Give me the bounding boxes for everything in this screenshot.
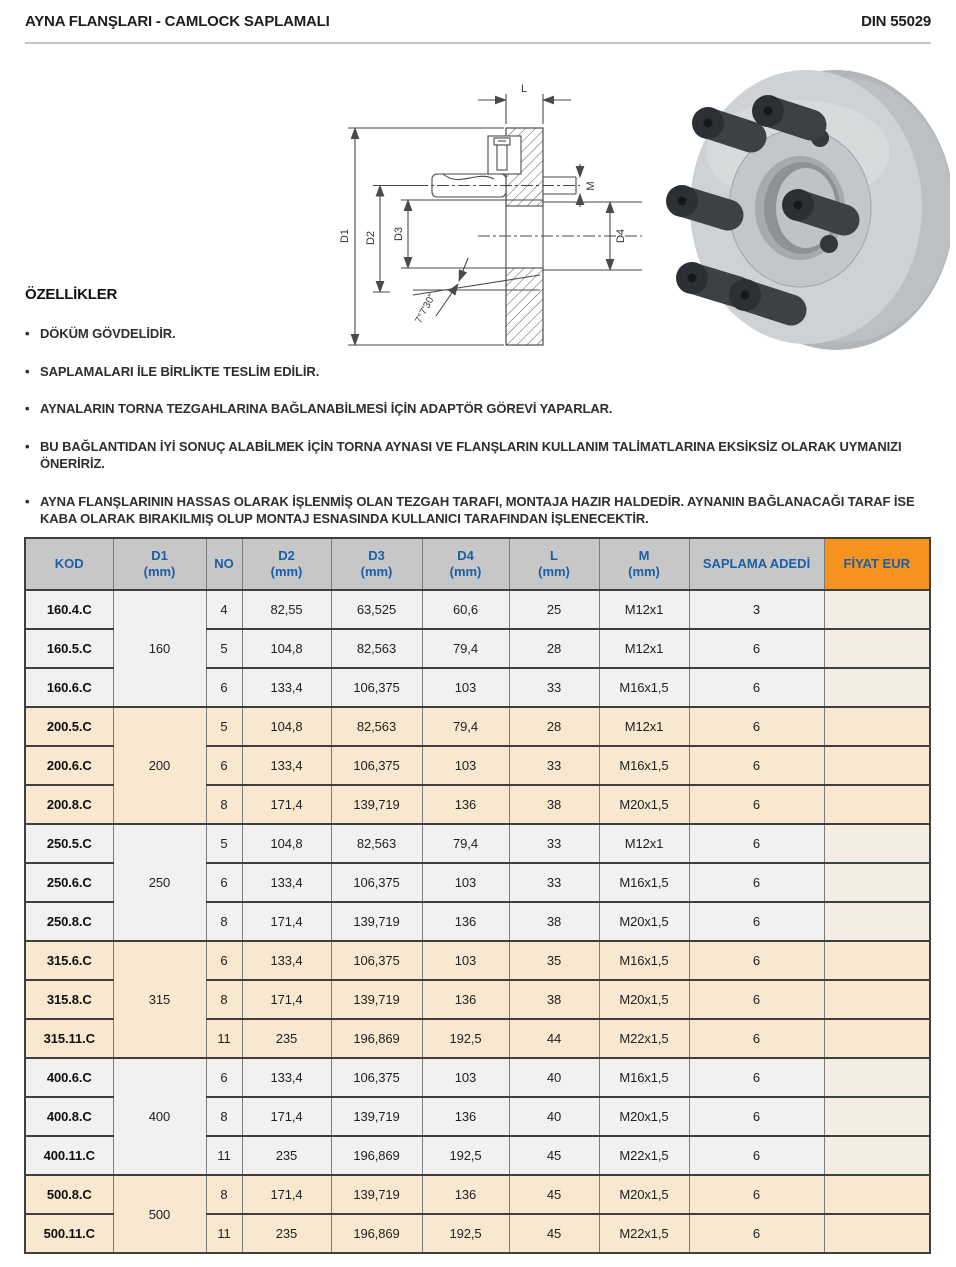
price-cell	[824, 1019, 930, 1058]
table-row	[25, 824, 930, 863]
value-cell: 33	[509, 863, 599, 902]
value-cell: 6	[689, 902, 824, 941]
value-cell: 133,4	[242, 863, 331, 902]
price-cell	[824, 941, 930, 980]
value-cell: 171,4	[242, 902, 331, 941]
value-cell: 6	[206, 941, 242, 980]
col-header-fi-yat-eur: FİYAT EUR	[824, 538, 930, 590]
value-cell: 6	[689, 785, 824, 824]
value-cell: 6	[689, 1136, 824, 1175]
price-cell	[824, 1214, 930, 1253]
value-cell: 8	[206, 1097, 242, 1136]
value-cell: 6	[689, 1175, 824, 1214]
value-cell: 139,719	[331, 785, 422, 824]
table-row	[25, 707, 930, 746]
value-cell: 6	[689, 980, 824, 1019]
value-cell: 5	[206, 824, 242, 863]
value-cell: 38	[509, 980, 599, 1019]
price-cell	[824, 1136, 930, 1175]
kod-cell: 250.8.C	[25, 902, 113, 941]
value-cell: 6	[689, 668, 824, 707]
value-cell: M20x1,5	[599, 785, 689, 824]
value-cell: 192,5	[422, 1019, 509, 1058]
price-cell	[824, 590, 930, 629]
kod-cell: 400.11.C	[25, 1136, 113, 1175]
value-cell: 139,719	[331, 980, 422, 1019]
value-cell: M22x1,5	[599, 1214, 689, 1253]
value-cell: M20x1,5	[599, 1097, 689, 1136]
dim-label-d2: D2	[365, 230, 377, 246]
value-cell: 171,4	[242, 1097, 331, 1136]
value-cell: 33	[509, 746, 599, 785]
value-cell: 82,563	[331, 824, 422, 863]
dim-label-l: L	[520, 83, 528, 95]
dim-label-d1: D1	[339, 228, 351, 244]
value-cell: 136	[422, 902, 509, 941]
value-cell: 6	[689, 707, 824, 746]
value-cell: M16x1,5	[599, 668, 689, 707]
value-cell: 11	[206, 1214, 242, 1253]
value-cell: 63,525	[331, 590, 422, 629]
kod-cell: 400.8.C	[25, 1097, 113, 1136]
value-cell: 136	[422, 1097, 509, 1136]
dim-label-m: M	[585, 181, 597, 191]
features-section	[25, 286, 941, 548]
price-cell	[824, 629, 930, 668]
value-cell: 192,5	[422, 1214, 509, 1253]
value-cell: 104,8	[242, 629, 331, 668]
value-cell: 192,5	[422, 1136, 509, 1175]
value-cell: M12x1	[599, 590, 689, 629]
value-cell: 139,719	[331, 1175, 422, 1214]
table-row	[25, 1058, 930, 1097]
value-cell: 171,4	[242, 1175, 331, 1214]
kod-cell: 160.6.C	[25, 668, 113, 707]
table-row	[25, 590, 930, 629]
value-cell: 60,6	[422, 590, 509, 629]
value-cell: 103	[422, 1058, 509, 1097]
value-cell: M12x1	[599, 824, 689, 863]
value-cell: 6	[689, 824, 824, 863]
price-cell	[824, 668, 930, 707]
value-cell: M12x1	[599, 629, 689, 668]
kod-cell: 160.4.C	[25, 590, 113, 629]
value-cell: 79,4	[422, 707, 509, 746]
value-cell: 103	[422, 668, 509, 707]
value-cell: 45	[509, 1136, 599, 1175]
kod-cell: 315.11.C	[25, 1019, 113, 1058]
col-header-m: M (mm)	[599, 538, 689, 590]
col-header-saplama-adedi-: SAPLAMA ADEDİ	[689, 538, 824, 590]
value-cell: 6	[206, 746, 242, 785]
kod-cell: 200.8.C	[25, 785, 113, 824]
col-header-d4: D4 (mm)	[422, 538, 509, 590]
value-cell: M16x1,5	[599, 746, 689, 785]
dim-label-d4: D4	[615, 228, 627, 244]
value-cell: 79,4	[422, 629, 509, 668]
features-heading: ÖZELLİKLER	[25, 286, 118, 303]
value-cell: 38	[509, 902, 599, 941]
value-cell: 11	[206, 1136, 242, 1175]
value-cell: 6	[206, 668, 242, 707]
value-cell: 8	[206, 1175, 242, 1214]
value-cell: 25	[509, 590, 599, 629]
col-header-no: NO	[206, 538, 242, 590]
kod-cell: 160.5.C	[25, 629, 113, 668]
value-cell: 28	[509, 629, 599, 668]
value-cell: 106,375	[331, 863, 422, 902]
value-cell: 139,719	[331, 1097, 422, 1136]
spec-table	[24, 537, 931, 1254]
dim-label-d3: D3	[393, 226, 405, 242]
value-cell: 104,8	[242, 707, 331, 746]
value-cell: 33	[509, 824, 599, 863]
value-cell: 82,55	[242, 590, 331, 629]
value-cell: M16x1,5	[599, 863, 689, 902]
value-cell: 103	[422, 863, 509, 902]
value-cell: 196,869	[331, 1019, 422, 1058]
price-cell	[824, 1175, 930, 1214]
price-cell	[824, 785, 930, 824]
d1-cell: 250	[113, 824, 206, 941]
kod-cell: 200.5.C	[25, 707, 113, 746]
value-cell: 4	[206, 590, 242, 629]
features-list	[25, 325, 941, 528]
page-title: AYNA FLANŞLARI - CAMLOCK SAPLAMALI	[25, 13, 330, 30]
col-header-d2: D2 (mm)	[242, 538, 331, 590]
value-cell: M22x1,5	[599, 1136, 689, 1175]
value-cell: 6	[689, 1214, 824, 1253]
value-cell: 104,8	[242, 824, 331, 863]
value-cell: 235	[242, 1019, 331, 1058]
value-cell: 106,375	[331, 1058, 422, 1097]
value-cell: 82,563	[331, 707, 422, 746]
kod-cell: 250.6.C	[25, 863, 113, 902]
value-cell: M16x1,5	[599, 941, 689, 980]
value-cell: 103	[422, 941, 509, 980]
value-cell: 196,869	[331, 1136, 422, 1175]
table-row	[25, 941, 930, 980]
value-cell: 3	[689, 590, 824, 629]
value-cell: 40	[509, 1058, 599, 1097]
value-cell: 8	[206, 980, 242, 1019]
value-cell: 6	[689, 746, 824, 785]
kod-cell: 315.8.C	[25, 980, 113, 1019]
page-header	[25, 13, 931, 30]
value-cell: 45	[509, 1175, 599, 1214]
d1-cell: 315	[113, 941, 206, 1058]
value-cell: 33	[509, 668, 599, 707]
value-cell: 6	[689, 629, 824, 668]
col-header-d3: D3 (mm)	[331, 538, 422, 590]
value-cell: 6	[689, 1058, 824, 1097]
value-cell: 133,4	[242, 1058, 331, 1097]
header-divider	[25, 42, 931, 44]
kod-cell: 200.6.C	[25, 746, 113, 785]
value-cell: 6	[689, 1097, 824, 1136]
value-cell: 171,4	[242, 980, 331, 1019]
value-cell: 133,4	[242, 746, 331, 785]
feature-item: • AYNA FLANŞLARININ HASSAS OLARAK İŞLENMİŞ OLAN TEZGAH TARAFI, MONTAJA HAZIR HALDEDİR. AYNANIN BAĞLANACAĞI TARAF İSE KABA OLARAK BIRAKILMIŞ OLUP MONTAJ ESNASINDA KULLANICI TARAFINDAN İŞLENECEKTİR.	[25, 493, 941, 528]
price-cell	[824, 746, 930, 785]
d1-cell: 400	[113, 1058, 206, 1175]
value-cell: 196,869	[331, 1214, 422, 1253]
value-cell: 11	[206, 1019, 242, 1058]
kod-cell: 500.11.C	[25, 1214, 113, 1253]
value-cell: 44	[509, 1019, 599, 1058]
value-cell: M12x1	[599, 707, 689, 746]
value-cell: 235	[242, 1136, 331, 1175]
value-cell: 106,375	[331, 668, 422, 707]
kod-cell: 500.8.C	[25, 1175, 113, 1214]
value-cell: 133,4	[242, 941, 331, 980]
price-cell	[824, 707, 930, 746]
price-cell	[824, 902, 930, 941]
price-cell	[824, 1058, 930, 1097]
dim-label-angle: 7°7'30"	[413, 292, 439, 326]
value-cell: 38	[509, 785, 599, 824]
value-cell: 5	[206, 707, 242, 746]
d1-cell: 200	[113, 707, 206, 824]
value-cell: M16x1,5	[599, 1058, 689, 1097]
value-cell: 40	[509, 1097, 599, 1136]
value-cell: M20x1,5	[599, 902, 689, 941]
col-header-d1: D1 (mm)	[113, 538, 206, 590]
value-cell: 6	[689, 863, 824, 902]
value-cell: 235	[242, 1214, 331, 1253]
value-cell: 6	[206, 1058, 242, 1097]
price-cell	[824, 1097, 930, 1136]
value-cell: 28	[509, 707, 599, 746]
value-cell: M22x1,5	[599, 1019, 689, 1058]
value-cell: 106,375	[331, 746, 422, 785]
value-cell: 45	[509, 1214, 599, 1253]
value-cell: 136	[422, 980, 509, 1019]
price-cell	[824, 980, 930, 1019]
price-cell	[824, 824, 930, 863]
value-cell: 35	[509, 941, 599, 980]
value-cell: 6	[689, 1019, 824, 1058]
table-row	[25, 1175, 930, 1214]
value-cell: 79,4	[422, 824, 509, 863]
value-cell: M20x1,5	[599, 980, 689, 1019]
d1-cell: 500	[113, 1175, 206, 1253]
price-cell	[824, 863, 930, 902]
value-cell: 139,719	[331, 902, 422, 941]
value-cell: 171,4	[242, 785, 331, 824]
value-cell: 8	[206, 902, 242, 941]
value-cell: 82,563	[331, 629, 422, 668]
feature-item: • AYNALARIN TORNA TEZGAHLARINA BAĞLANABİLMESİ İÇİN ADAPTÖR GÖREVİ YAPARLAR.	[25, 400, 941, 418]
d1-cell: 160	[113, 590, 206, 707]
value-cell: 8	[206, 785, 242, 824]
standard-number: DIN 55029	[861, 13, 931, 30]
kod-cell: 400.6.C	[25, 1058, 113, 1097]
kod-cell: 250.5.C	[25, 824, 113, 863]
value-cell: 136	[422, 1175, 509, 1214]
value-cell: 103	[422, 746, 509, 785]
value-cell: 5	[206, 629, 242, 668]
col-header-l: L (mm)	[509, 538, 599, 590]
kod-cell: 315.6.C	[25, 941, 113, 980]
value-cell: 6	[689, 941, 824, 980]
feature-item: • SAPLAMALARI İLE BİRLİKTE TESLİM EDİLİR.	[25, 363, 941, 381]
col-header-kod: KOD	[25, 538, 113, 590]
value-cell: 133,4	[242, 668, 331, 707]
value-cell: M20x1,5	[599, 1175, 689, 1214]
value-cell: 106,375	[331, 941, 422, 980]
value-cell: 136	[422, 785, 509, 824]
feature-item: • DÖKÜM GÖVDELİDİR.	[25, 325, 941, 343]
value-cell: 6	[206, 863, 242, 902]
feature-item: • BU BAĞLANTIDAN İYİ SONUÇ ALABİLMEK İÇİN TORNA AYNASI VE FLANŞLARIN KULLANIM TALİMATLARINA EKSİKSİZ OLARAK UYMANIZI ÖNERİRİZ.	[25, 438, 941, 473]
